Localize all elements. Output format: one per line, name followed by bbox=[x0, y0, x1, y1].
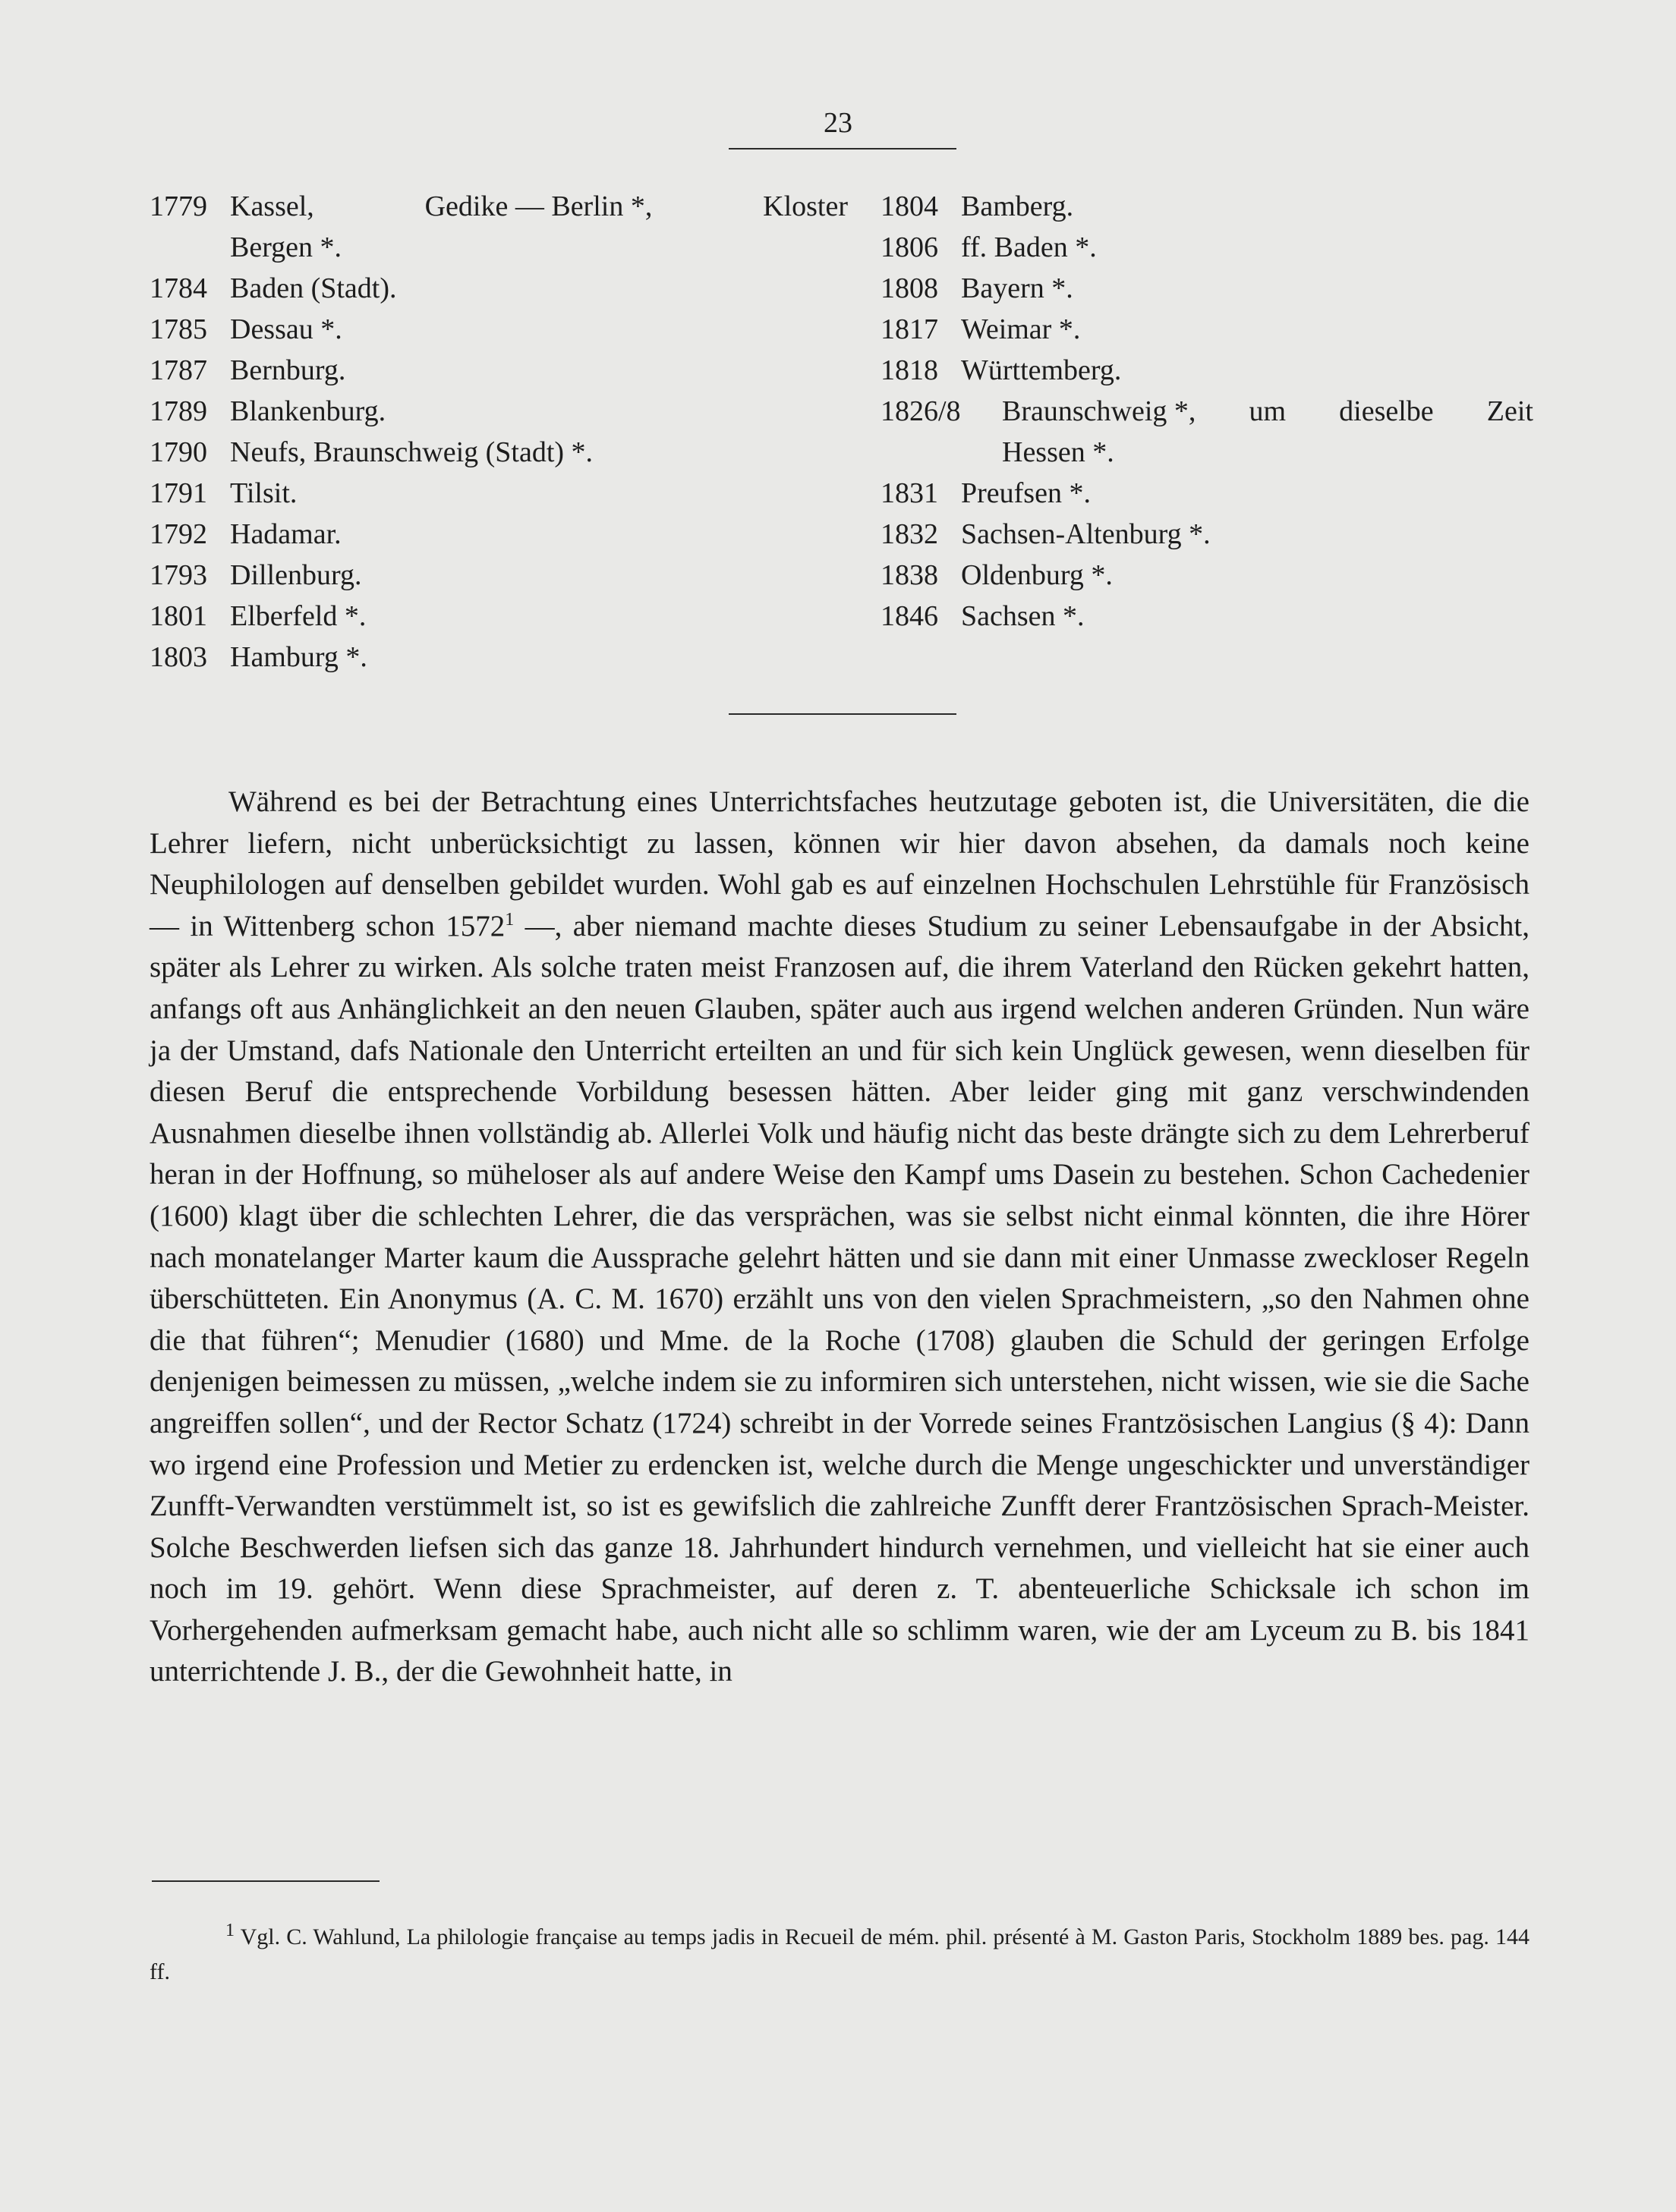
date-entry bbox=[881, 555, 1533, 596]
footnote bbox=[150, 1920, 1530, 1990]
date-year: 1790 bbox=[150, 436, 207, 468]
date-entry bbox=[881, 227, 1533, 268]
date-place: Hadamar. bbox=[230, 518, 342, 550]
date-year: 1785 bbox=[150, 313, 207, 345]
date-place: Dillenburg. bbox=[230, 559, 362, 591]
date-place-part: dieselbe bbox=[1339, 395, 1434, 427]
date-year: 1803 bbox=[150, 641, 207, 673]
date-place: Bayern *. bbox=[961, 272, 1073, 304]
date-entry bbox=[150, 514, 848, 555]
date-entry bbox=[150, 637, 848, 678]
main-text bbox=[150, 782, 1530, 1693]
date-place: Bernburg. bbox=[230, 354, 346, 386]
date-entry bbox=[150, 555, 848, 596]
date-place: Tilsit. bbox=[230, 477, 298, 509]
date-entry bbox=[881, 596, 1533, 637]
date-year: 1826/8 bbox=[881, 395, 961, 427]
date-year: 1804 bbox=[881, 190, 938, 222]
date-year: 1838 bbox=[881, 559, 938, 591]
page-number: 23 bbox=[824, 107, 852, 139]
date-year: 1779 bbox=[150, 190, 207, 222]
date-entry bbox=[881, 514, 1533, 555]
date-place: Dessau *. bbox=[230, 313, 342, 345]
date-place-part: Braunschweig *, bbox=[1002, 395, 1196, 427]
date-place: Weimar *. bbox=[961, 313, 1081, 345]
date-entry bbox=[150, 309, 848, 350]
date-place-part: Gedike — Berlin *, bbox=[424, 190, 653, 222]
date-year: 1789 bbox=[150, 395, 207, 427]
date-place: Baden (Stadt). bbox=[230, 272, 397, 304]
date-year: 1817 bbox=[881, 313, 938, 345]
date-year: 1787 bbox=[150, 354, 207, 386]
paragraph-part: —, aber niemand machte dieses Studium zu seiner Lebensaufgabe in der Absicht, später als Lehrer zu wirken. Als solche traten meist Franzosen auf, die ihrem Vaterland den Rücken gekehrt hatten, anfangs oft aus Anhänglichkeit an den neuen Glauben, später auch aus irgend welchen anderen Gründen. Nun wäre ja der Umstand, dafs Nationale den Unterricht erteilten an und für sich kein Unglück gewesen, wenn dieselben für diesen Beruf die entsprechende Vorbildung besessen hätten. Aber leider ging mit ganz verschwindenden Ausnahmen dieselbe ihnen vollständig ab. Allerlei Volk und häufig nicht das beste drängte sich zu dem Lehrerberuf heran in der Hoffnung, so müheloser als auf andere Weise den Kampf ums Dasein zu bestehen. Schon Cachedenier (1600) klagt über die schlechten Lehrer, die das versprächen, was sie selbst nicht einmal könnten, die ihre Hörer nach monatelanger Marter kaum die Aussprache gelehrt hätten und sie dann mit einer Unmasse zweckloser Regeln überschütteten. Ein Anonymus (A. C. M. 1670) erzählt uns von den vielen Sprachmeistern, „so den Nahmen ohne die that führen“; Menudier (1680) und Mme. de la Roche (1708) glauben die Schuld der geringen Erfolge denjenigen beimessen zu müssen, „welche indem sie zu informiren sich unterstehen, nicht wissen, wie sie die Sache angreiffen sollen“, und der Rector Schatz (1724) schreibt in der Vorrede seines Frantzösischen Langius (§ 4): Dann wo irgend eine Profession und Metier zu erdencken ist, welche durch die Menge ungeschickter und unverständiger Zunfft-Verwandten verstümmelt ist, so ist es gewifslich die zahlreiche Zunfft derer Frantzösischen Sprach-Meister. Solche Beschwerden liefsen sich das ganze 18. Jahrhundert hindurch vernehmen, und vielleicht hat sie einer auch noch im 19. gehört. Wenn diese Sprachmeister, auf deren z. T. abenteuerliche Schicksale ich schon im Vorhergehenden aufmerksam gemacht habe, auch nicht alle so schlimm waren, wie der am Lyceum zu B. bis 1841 unterrichtende J. B., der die Gewohnheit hatte, in bbox=[150, 909, 1530, 1688]
date-place: Preufsen *. bbox=[961, 477, 1091, 509]
date-entry bbox=[150, 268, 848, 309]
date-place: Elberfeld *. bbox=[230, 600, 367, 632]
date-entry bbox=[150, 596, 848, 637]
date-year: 1832 bbox=[881, 518, 938, 550]
dates-right-column bbox=[881, 186, 1533, 637]
date-year: 1792 bbox=[150, 518, 207, 550]
date-place: Bamberg. bbox=[961, 190, 1074, 222]
footnote-rule bbox=[152, 1880, 380, 1882]
date-entry bbox=[881, 268, 1533, 309]
date-entry-continuation: Hessen *. bbox=[1002, 436, 1114, 468]
dates-left-column bbox=[150, 186, 848, 678]
date-place: Württemberg. bbox=[961, 354, 1122, 386]
date-place: Sachsen *. bbox=[961, 600, 1085, 632]
date-year: 1818 bbox=[881, 354, 938, 386]
date-year: 1831 bbox=[881, 477, 938, 509]
date-entry bbox=[881, 309, 1533, 350]
header-rule bbox=[729, 148, 956, 149]
date-entry bbox=[881, 186, 1533, 227]
date-place: ff. Baden *. bbox=[961, 231, 1097, 263]
date-entry bbox=[150, 350, 848, 391]
date-entry bbox=[881, 473, 1533, 514]
date-entry bbox=[150, 473, 848, 514]
date-year: 1801 bbox=[150, 600, 207, 632]
date-entry bbox=[150, 186, 848, 227]
date-place: Neufs, Braunschweig (Stadt) *. bbox=[230, 436, 594, 468]
date-place bbox=[1002, 391, 1533, 432]
date-entry bbox=[881, 391, 1533, 432]
date-year: 1808 bbox=[881, 272, 938, 304]
date-place: Oldenburg *. bbox=[961, 559, 1113, 591]
paragraph bbox=[150, 782, 1530, 1693]
date-place-part: Kloster bbox=[763, 190, 848, 222]
date-place-part: Zeit bbox=[1486, 395, 1533, 427]
date-place: Sachsen-Altenburg *. bbox=[961, 518, 1211, 550]
date-year: 1846 bbox=[881, 600, 938, 632]
footnote-mark: 1 bbox=[225, 1921, 235, 1940]
date-entry bbox=[150, 432, 848, 473]
date-place-part: um bbox=[1249, 395, 1287, 427]
footnote-text: Vgl. C. Wahlund, La philologie française au temps jadis in Recueil de mém. phil. présenté à M. Gaston Paris, Stockholm 1889 bes. pag. 144 ff. bbox=[150, 1924, 1530, 1984]
date-year: 1793 bbox=[150, 559, 207, 591]
date-place-part: Kassel, bbox=[230, 190, 314, 222]
footnote-reference[interactable]: 1 bbox=[505, 909, 515, 930]
date-year: 1784 bbox=[150, 272, 207, 304]
date-entry-continuation: Bergen *. bbox=[230, 231, 342, 263]
date-year: 1806 bbox=[881, 231, 938, 263]
date-place: Hamburg *. bbox=[230, 641, 367, 673]
date-entry bbox=[881, 350, 1533, 391]
date-year: 1791 bbox=[150, 477, 207, 509]
date-place bbox=[230, 186, 848, 227]
date-place: Blankenburg. bbox=[230, 395, 386, 427]
paragraph-part: Während es bei der Betrachtung eines Unterrichtsfaches heutzutage geboten ist, die Universitäten, die die Lehrer liefern, nicht unberücksichtigt zu lassen, können wir hier davon absehen, da damals noch keine Neuphilologen auf denselben gebildet wurden. Wohl gab es auf einzelnen Hochschulen Lehrstühle für Französisch — in Wittenberg schon 1572 bbox=[150, 785, 1530, 942]
date-entry bbox=[150, 391, 848, 432]
section-rule bbox=[729, 713, 956, 715]
